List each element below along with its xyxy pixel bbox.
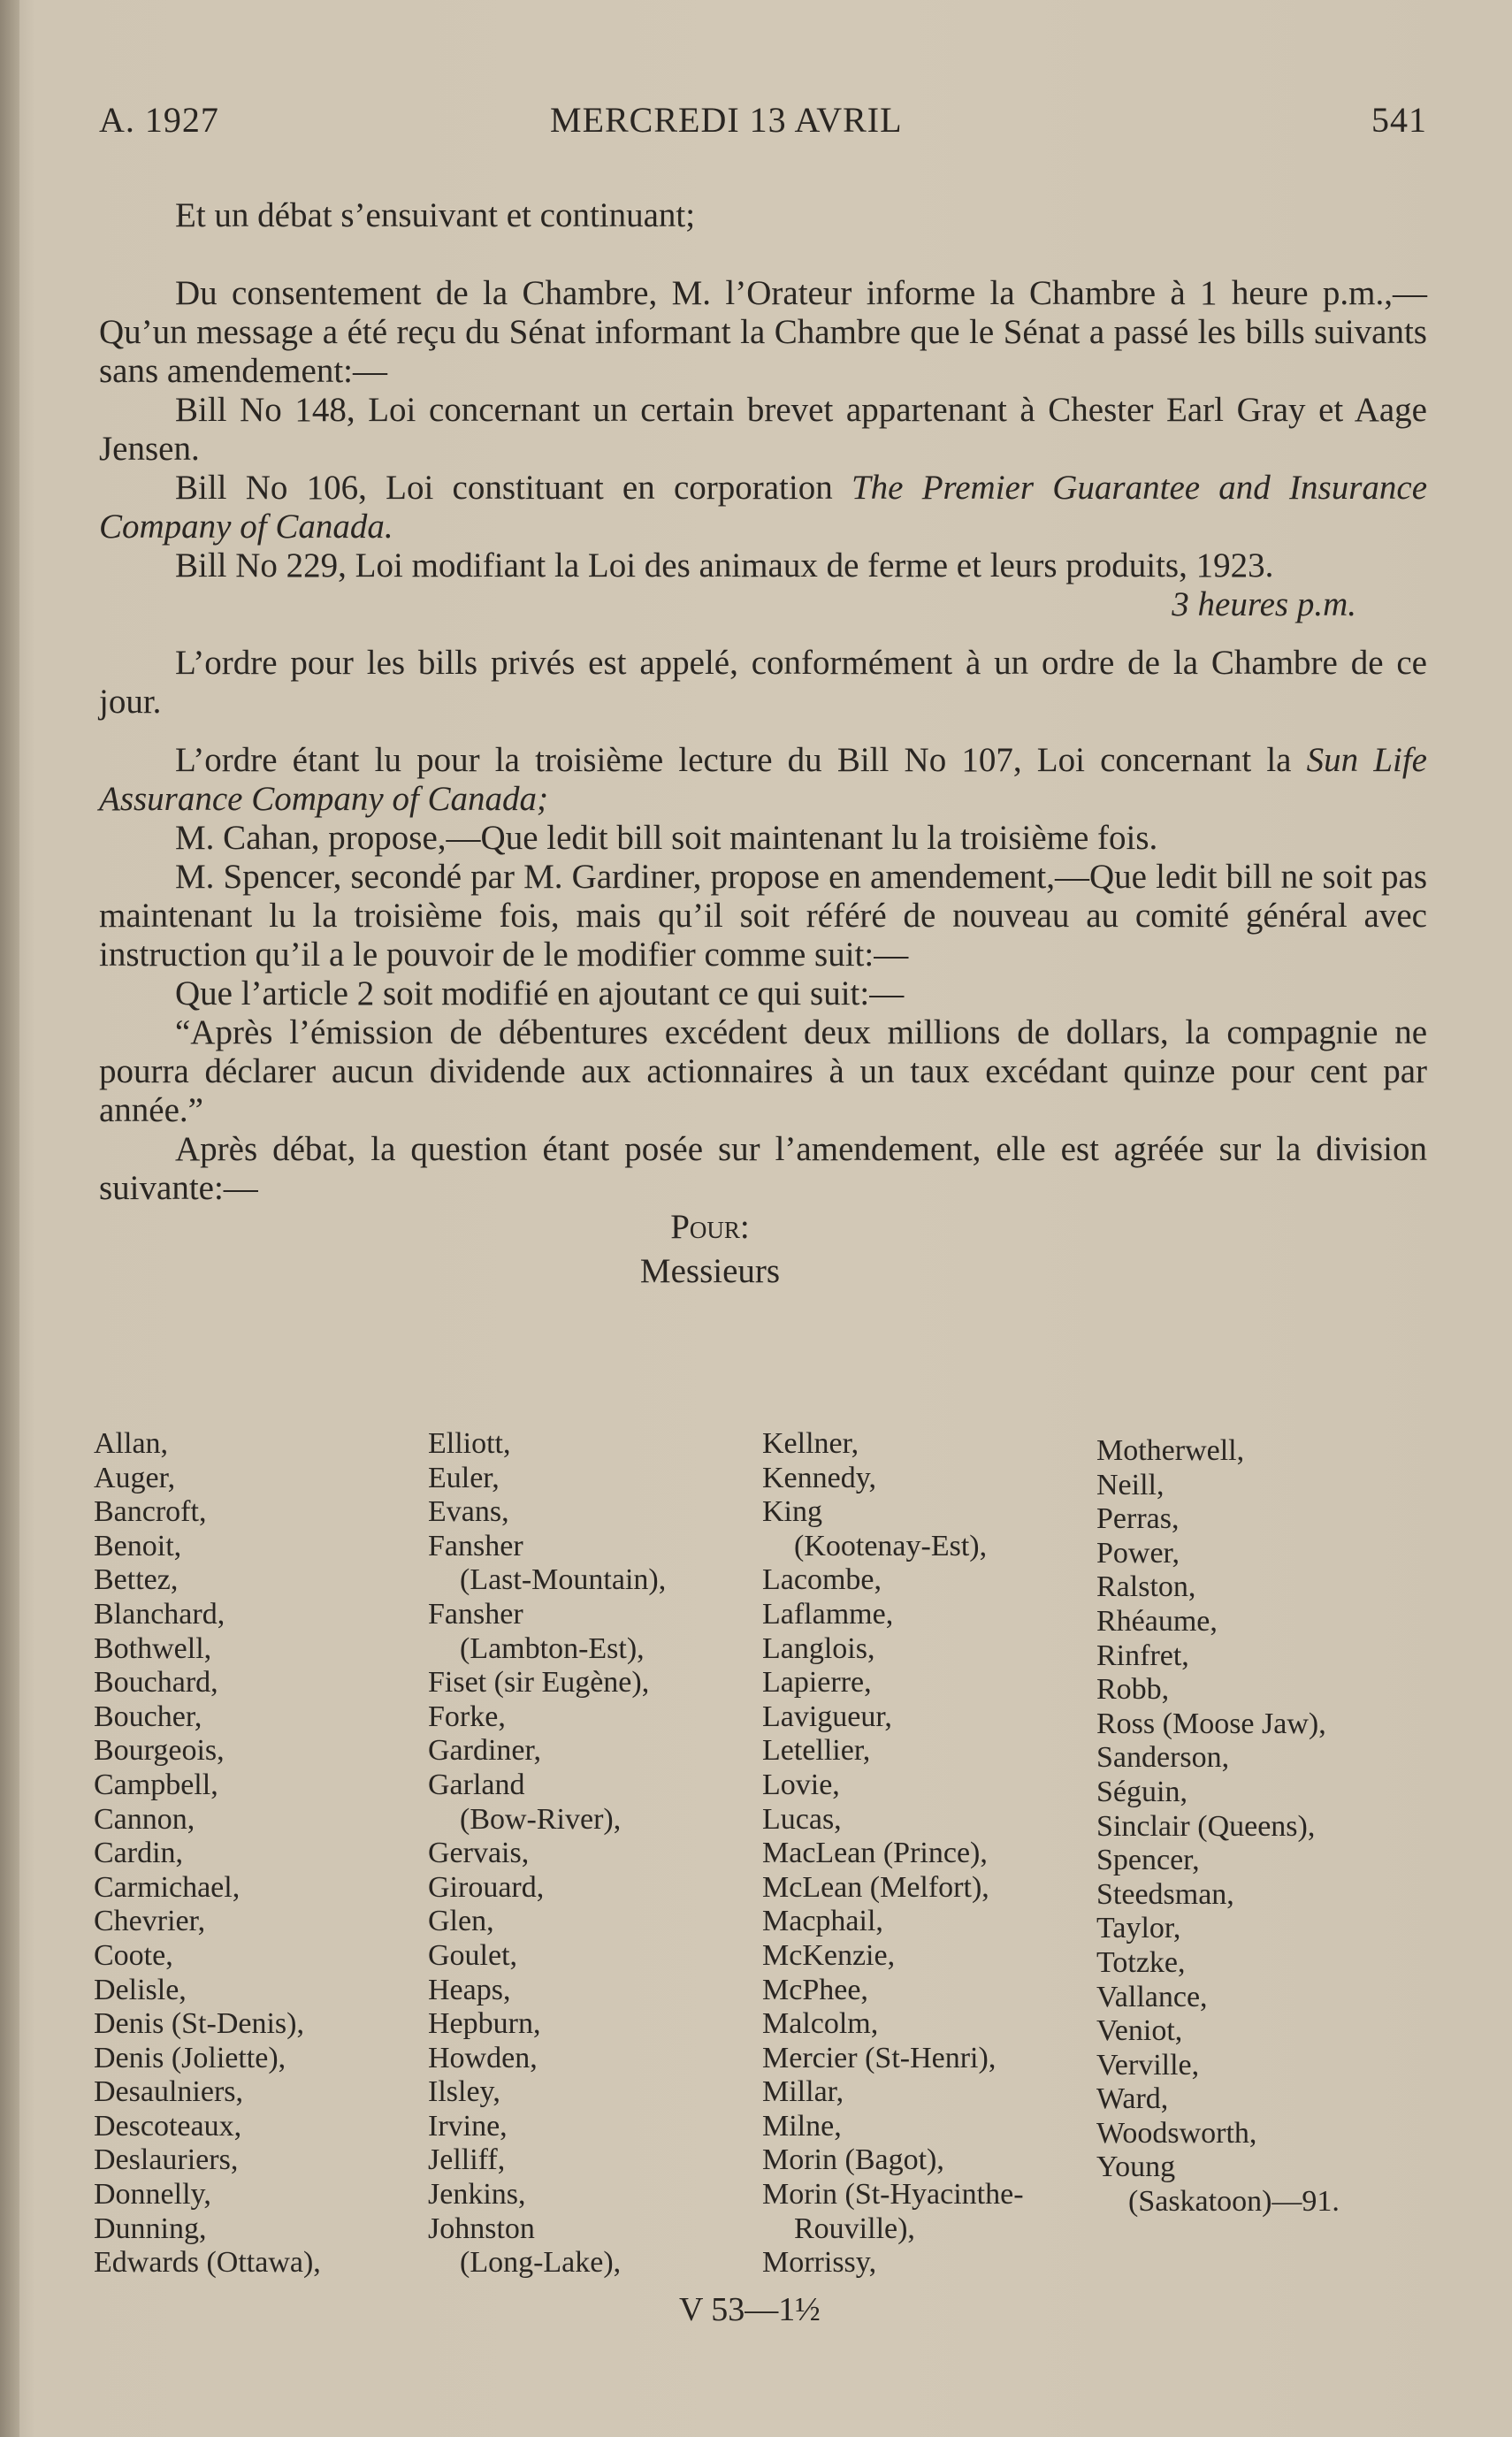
member-name: Woodsworth,: [1096, 2116, 1257, 2150]
header-date: MERCREDI 13 AVRIL: [550, 100, 903, 140]
member-name: Verville,: [1096, 2048, 1200, 2082]
header-year: A. 1927: [99, 100, 219, 140]
member-name: Séguin,: [1096, 1775, 1187, 1808]
member-name: Vallance,: [1096, 1980, 1208, 2013]
member-name: Edwards (Ottawa),: [94, 2246, 321, 2280]
member-name: Spencer,: [1096, 1844, 1200, 1877]
member-name: Cardin,: [94, 1837, 184, 1870]
member-name: Denis (Joliette),: [94, 2041, 286, 2074]
member-name: Desaulniers,: [94, 2075, 244, 2109]
member-name: (Kootenay-Est),: [794, 1529, 988, 1562]
book-binding-edge: [0, 0, 19, 2437]
names-column-1: [94, 1427, 430, 2280]
member-name: (Bow-River),: [460, 1802, 622, 1836]
member-name: Ross (Moose Jaw),: [1096, 1707, 1326, 1740]
member-name: MacLean (Prince),: [762, 1837, 988, 1870]
member-name: Bettez,: [94, 1563, 179, 1597]
member-name: Macphail,: [762, 1905, 883, 1938]
member-name: Benoit,: [94, 1529, 182, 1562]
paragraph-bill-106: Bill No 106, Loi constituant en corporation The Premier Guarantee and Insurance Company of Canada.: [99, 469, 1427, 546]
member-name: Sinclair (Queens),: [1096, 1809, 1316, 1843]
names-column-3: [762, 1427, 1098, 2280]
member-name: McKenzie,: [762, 1938, 896, 1972]
member-name: Bothwell,: [94, 1631, 212, 1665]
member-name: Rouville),: [794, 2212, 915, 2245]
member-name: Bouchard,: [94, 1666, 218, 1700]
member-name: Bourgeois,: [94, 1734, 225, 1768]
member-name: Steedsman,: [1096, 1877, 1234, 1911]
vote-heading: Pour:: [670, 1208, 750, 1246]
member-name: Power,: [1096, 1536, 1180, 1570]
page-number: 541: [1371, 100, 1427, 140]
member-name: McPhee,: [762, 1973, 868, 2006]
member-name: Goulet,: [428, 1938, 518, 1972]
journal-body: [99, 196, 1427, 1291]
member-name: Hepburn,: [428, 2007, 541, 2041]
member-name: Garland: [428, 1768, 525, 1801]
member-name: Ilsley,: [428, 2075, 500, 2109]
member-name: Malcolm,: [762, 2007, 879, 2041]
member-name: Campbell,: [94, 1768, 218, 1801]
member-name: Evans,: [428, 1495, 509, 1529]
member-name: Johnston: [428, 2212, 535, 2245]
member-name: Descoteaux,: [94, 2109, 242, 2143]
member-name: Irvine,: [428, 2109, 508, 2143]
member-name: Heaps,: [428, 1973, 511, 2006]
member-name: Boucher,: [94, 1700, 202, 1733]
member-name: Howden,: [428, 2041, 538, 2074]
member-name: Morin (Bagot),: [762, 2143, 944, 2177]
member-name: Milne,: [762, 2109, 842, 2143]
member-name: Letellier,: [762, 1734, 871, 1768]
names-column-4: [1096, 1434, 1432, 2219]
member-name: Denis (St-Denis),: [94, 2007, 304, 2041]
member-name: Gervais,: [428, 1837, 530, 1870]
member-name: Lacombe,: [762, 1563, 882, 1597]
member-name: Totzke,: [1096, 1945, 1186, 1979]
member-name: Young: [1096, 2151, 1176, 2184]
member-name: Perras,: [1096, 1502, 1180, 1536]
member-name: Sanderson,: [1096, 1741, 1230, 1775]
member-name: Gardiner,: [428, 1734, 541, 1768]
member-name: Motherwell,: [1096, 1434, 1245, 1467]
member-name: Morrissy,: [762, 2246, 877, 2280]
member-name: (Saskatoon)—91.: [1128, 2185, 1340, 2219]
member-name: Delisle,: [94, 1973, 187, 2006]
member-name: Fansher: [428, 1529, 523, 1562]
member-name: Lovie,: [762, 1768, 840, 1801]
member-name: Kellner,: [762, 1427, 859, 1460]
member-name: Dunning,: [94, 2212, 207, 2245]
member-name: Euler,: [428, 1461, 500, 1494]
member-name: Elliott,: [428, 1427, 511, 1460]
vote-subheading: Messieurs: [639, 1252, 781, 1290]
member-name: Jelliff,: [428, 2143, 506, 2177]
member-name: Deslauriers,: [94, 2143, 239, 2177]
member-name: (Lambton-Est),: [460, 1631, 645, 1665]
member-name: Coote,: [94, 1938, 173, 1972]
member-name: Neill,: [1096, 1468, 1165, 1501]
member-name: Allan,: [94, 1427, 169, 1460]
paragraph-article-2: Que l’article 2 soit modifié en ajoutant ce qui suit:—: [175, 974, 905, 1012]
member-name: McLean (Melfort),: [762, 1870, 989, 1904]
member-name: Ward,: [1096, 2082, 1169, 2116]
member-name: Laflamme,: [762, 1597, 894, 1631]
paragraph-private-bills: L’ordre pour les bills privés est appelé, conformément à un ordre de la Chambre de ce jour.: [99, 644, 1427, 721]
member-name: Lucas,: [762, 1802, 842, 1836]
member-name: Glen,: [428, 1905, 494, 1938]
member-name: Millar,: [762, 2075, 844, 2109]
member-name: Veniot,: [1096, 2014, 1183, 2048]
member-name: (Last-Mountain),: [460, 1563, 667, 1597]
member-name: Chevrier,: [94, 1905, 206, 1938]
member-name: (Long-Lake),: [460, 2246, 622, 2280]
member-name: Auger,: [94, 1461, 176, 1494]
paragraph-third-reading: L’ordre étant lu pour la troisième lecture du Bill No 107, Loi concernant la Sun Life Assurance Company of Canada;: [99, 741, 1427, 818]
member-name: Donnelly,: [94, 2178, 211, 2212]
paragraph-division: Après débat, la question étant posée sur l’amendement, elle est agréée sur la division suivante:—: [99, 1130, 1427, 1207]
paragraph-bill-148: Bill No 148, Loi concernant un certain brevet appartenant à Chester Earl Gray et Aage Jensen.: [99, 391, 1427, 468]
time-marker: 3 heures p.m.: [1172, 585, 1356, 623]
member-name: Blanchard,: [94, 1597, 225, 1631]
member-name: Cannon,: [94, 1802, 195, 1836]
paragraph-debate: Et un débat s’ensuivant et continuant;: [175, 196, 696, 234]
names-column-2: [428, 1427, 764, 2280]
member-name: Rinfret,: [1096, 1639, 1189, 1672]
member-name: Taylor,: [1096, 1912, 1181, 1945]
member-name: Ralston,: [1096, 1570, 1196, 1604]
member-name: Mercier (St-Henri),: [762, 2041, 997, 2074]
member-name: Bancroft,: [94, 1495, 207, 1529]
signature-mark: V 53—1½: [679, 2291, 821, 2328]
member-name: Kennedy,: [762, 1461, 877, 1494]
member-name: Lavigueur,: [762, 1700, 892, 1733]
member-name: Fiset (sir Eugène),: [428, 1666, 650, 1700]
member-name: King: [762, 1495, 822, 1529]
member-name: Carmichael,: [94, 1870, 241, 1904]
paragraph-spencer-amendment: M. Spencer, secondé par M. Gardiner, propose en amendement,—Que ledit bill ne soit pas maintenant lu la troisième fois, mais qu’il soit référé de nouveau au comité général avec instruction qu’il a le pouvoir de le modifier comme suit:—: [99, 858, 1427, 974]
member-name: Morin (St-Hyacinthe-: [762, 2178, 1024, 2212]
member-name: Jenkins,: [428, 2178, 526, 2212]
paragraph-bill-229: Bill No 229, Loi modifiant la Loi des animaux de ferme et leurs produits, 1923.: [175, 546, 1274, 584]
paragraph-senate-message: Du consentement de la Chambre, M. l’Orateur informe la Chambre à 1 heure p.m.,—Qu’un message a été reçu du Sénat informant la Chambre que le Sénat a passé les bills suivants sans amendement:—: [99, 274, 1427, 390]
member-name: Lapierre,: [762, 1666, 872, 1700]
member-name: Robb,: [1096, 1673, 1170, 1707]
member-name: Girouard,: [428, 1870, 545, 1904]
member-name: Fansher: [428, 1597, 523, 1631]
member-name: Forke,: [428, 1700, 506, 1733]
member-name: Rhéaume,: [1096, 1604, 1218, 1638]
paragraph-cahan-motion: M. Cahan, propose,—Que ledit bill soit maintenant lu la troisième fois.: [175, 819, 1158, 857]
paragraph-quote: “Après l’émission de débentures excédent deux millions de dollars, la compagnie ne pourra déclarer aucun dividende aux actionnaires à un taux excédant quinze pour cent par année.”: [99, 1013, 1427, 1129]
member-name: Langlois,: [762, 1631, 875, 1665]
page-header: [99, 99, 1427, 152]
